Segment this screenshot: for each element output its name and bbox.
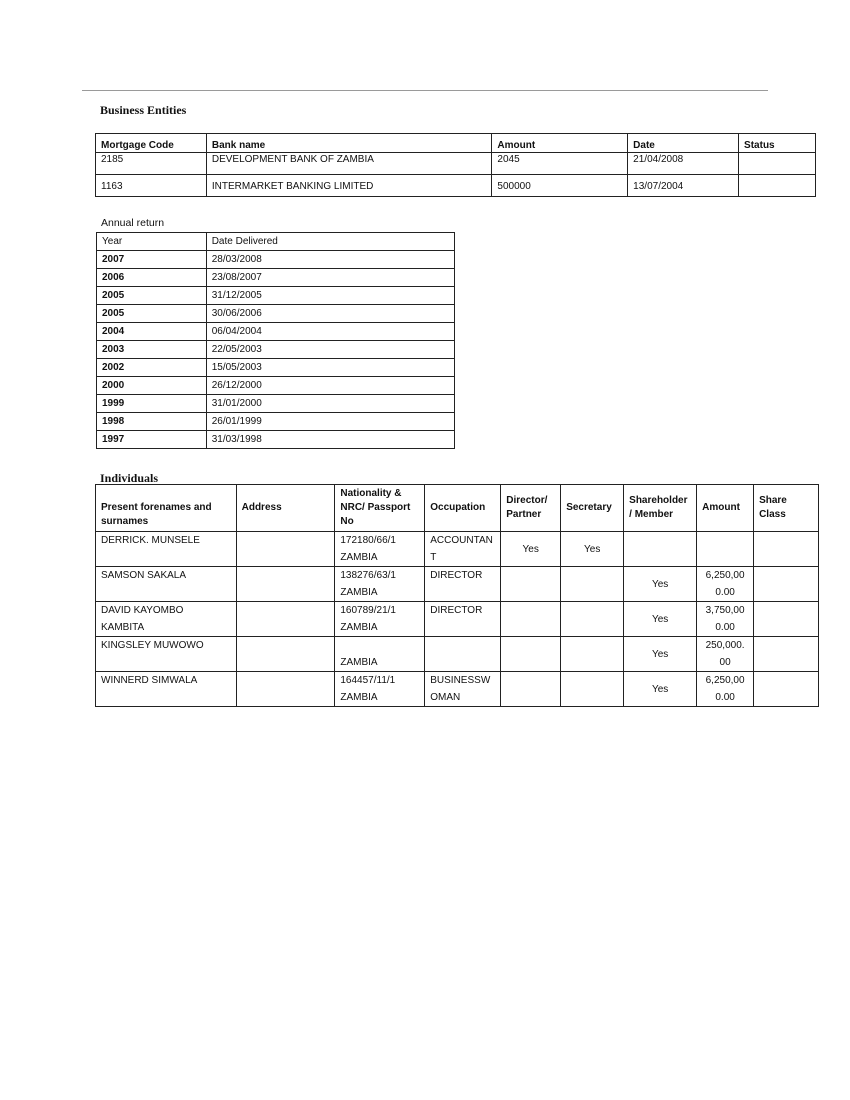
nationality: ZAMBIA — [340, 552, 378, 563]
table-row — [97, 287, 455, 305]
nrc-number: 160789/21/1 — [340, 605, 396, 616]
shareholder-flag: Yes — [624, 602, 697, 637]
col-shareholder: Shareholder / Member — [624, 485, 697, 532]
return-date: 31/01/2000 — [206, 395, 454, 413]
mortgage-header-row — [96, 134, 816, 153]
name-line: DAVID KAYOMBO — [101, 605, 184, 616]
mortgage-amount: 2045 — [492, 153, 628, 175]
return-year: 2004 — [97, 323, 207, 341]
occupation-line: ACCOUNTAN — [430, 535, 493, 546]
nationality: ZAMBIA — [340, 587, 378, 598]
table-row — [96, 532, 819, 567]
nrc-number: 164457/11/1 — [340, 675, 396, 686]
name-line: KINGSLEY MUWOWO — [101, 640, 204, 651]
person-nationality — [335, 532, 425, 567]
return-date: 26/12/2000 — [206, 377, 454, 395]
share-class — [754, 672, 819, 707]
col-occupation: Occupation — [425, 485, 501, 532]
return-year: 2005 — [97, 287, 207, 305]
share-class — [754, 637, 819, 672]
return-year: 1998 — [97, 413, 207, 431]
return-year: 2005 — [97, 305, 207, 323]
mortgage-code: 1163 — [96, 175, 207, 197]
occupation-line: OMAN — [430, 692, 461, 703]
person-nationality — [335, 637, 425, 672]
director-flag — [501, 637, 561, 672]
col-amount: Amount — [697, 485, 754, 532]
mortgage-code: 2185 — [96, 153, 207, 175]
col-amount: Amount — [492, 134, 628, 153]
annual-return-table — [96, 232, 455, 449]
person-name — [96, 567, 237, 602]
nationality: ZAMBIA — [340, 657, 378, 668]
person-occupation — [425, 602, 501, 637]
return-year: 1997 — [97, 431, 207, 449]
return-date: 15/05/2003 — [206, 359, 454, 377]
table-row — [97, 305, 455, 323]
mortgage-table — [95, 133, 816, 197]
return-date: 28/03/2008 — [206, 251, 454, 269]
table-row — [97, 377, 455, 395]
mortgage-date: 21/04/2008 — [628, 153, 739, 175]
person-occupation — [425, 567, 501, 602]
person-address — [236, 672, 335, 707]
secretary-flag — [561, 637, 624, 672]
amount-line: 3,750,00 — [705, 605, 745, 616]
annual-return-heading: Annual return — [101, 217, 165, 229]
person-occupation — [425, 637, 501, 672]
nationality: ZAMBIA — [340, 622, 378, 633]
director-flag — [501, 567, 561, 602]
bank-name: DEVELOPMENT BANK OF ZAMBIA — [206, 153, 492, 175]
return-date: 22/05/2003 — [206, 341, 454, 359]
table-row — [97, 323, 455, 341]
col-year: Year — [97, 233, 207, 251]
return-year: 2000 — [97, 377, 207, 395]
director-flag — [501, 672, 561, 707]
return-year: 2007 — [97, 251, 207, 269]
return-year: 1999 — [97, 395, 207, 413]
occupation-line: BUSINESSW — [430, 675, 491, 686]
person-nationality — [335, 602, 425, 637]
person-address — [236, 567, 335, 602]
share-amount — [697, 532, 754, 567]
secretary-flag — [561, 672, 624, 707]
table-row — [96, 153, 816, 175]
person-occupation — [425, 532, 501, 567]
person-nationality — [335, 567, 425, 602]
bank-name: INTERMARKET BANKING LIMITED — [206, 175, 492, 197]
return-year: 2002 — [97, 359, 207, 377]
share-class — [754, 567, 819, 602]
table-row — [97, 395, 455, 413]
occupation-line: DIRECTOR — [430, 570, 483, 581]
person-nationality — [335, 672, 425, 707]
nrc-number: 172180/66/1 — [340, 535, 396, 546]
col-status: Status — [739, 134, 816, 153]
amount-line: 00 — [719, 657, 731, 668]
amount-line: 0.00 — [715, 692, 735, 703]
share-class — [754, 602, 819, 637]
occupation-line: DIRECTOR — [430, 605, 483, 616]
header-rule — [82, 90, 768, 91]
table-row — [96, 602, 819, 637]
table-row — [97, 359, 455, 377]
table-row — [96, 637, 819, 672]
col-date-delivered: Date Delivered — [206, 233, 454, 251]
amount-line: 0.00 — [715, 587, 735, 598]
person-address — [236, 637, 335, 672]
share-amount — [697, 637, 754, 672]
person-address — [236, 602, 335, 637]
secretary-flag — [561, 602, 624, 637]
return-date: 31/12/2005 — [206, 287, 454, 305]
return-year: 2006 — [97, 269, 207, 287]
director-flag: Yes — [501, 532, 561, 567]
business-entities-heading: Business Entities — [100, 103, 187, 117]
individuals-table — [95, 484, 819, 707]
shareholder-flag: Yes — [624, 637, 697, 672]
col-director: Director/ Partner — [501, 485, 561, 532]
table-row — [97, 269, 455, 287]
name-line: SAMSON SAKALA — [101, 570, 187, 581]
table-row — [97, 341, 455, 359]
person-name — [96, 672, 237, 707]
mortgage-status — [739, 175, 816, 197]
individuals-heading: Individuals — [100, 471, 159, 485]
mortgage-amount: 500000 — [492, 175, 628, 197]
return-date: 06/04/2004 — [206, 323, 454, 341]
table-row — [97, 431, 455, 449]
col-mortgage-code: Mortgage Code — [96, 134, 207, 153]
return-date: 30/06/2006 — [206, 305, 454, 323]
return-date: 23/08/2007 — [206, 269, 454, 287]
table-row — [96, 175, 816, 197]
col-date: Date — [628, 134, 739, 153]
amount-line: 0.00 — [715, 622, 735, 633]
person-name — [96, 602, 237, 637]
name-line: KAMBITA — [101, 622, 145, 633]
nrc-number: 138276/63/1 — [340, 570, 396, 581]
amount-line: 250,000. — [705, 640, 745, 651]
table-row — [97, 413, 455, 431]
person-name — [96, 637, 237, 672]
mortgage-status — [739, 153, 816, 175]
secretary-flag: Yes — [561, 532, 624, 567]
col-nationality: Nationality & NRC/ Passport No — [335, 485, 425, 532]
occupation-line: T — [430, 552, 437, 563]
return-date: 31/03/1998 — [206, 431, 454, 449]
individuals-header-row — [96, 485, 819, 532]
name-line: WINNERD SIMWALA — [101, 675, 198, 686]
shareholder-flag: Yes — [624, 567, 697, 602]
return-date: 26/01/1999 — [206, 413, 454, 431]
table-row — [96, 567, 819, 602]
table-row — [96, 672, 819, 707]
return-year: 2003 — [97, 341, 207, 359]
table-row — [97, 251, 455, 269]
shareholder-flag — [624, 532, 697, 567]
col-bank-name: Bank name — [206, 134, 492, 153]
director-flag — [501, 602, 561, 637]
share-amount — [697, 602, 754, 637]
mortgage-date: 13/07/2004 — [628, 175, 739, 197]
nationality: ZAMBIA — [340, 692, 378, 703]
col-secretary: Secretary — [561, 485, 624, 532]
share-class — [754, 532, 819, 567]
amount-line: 6,250,00 — [705, 570, 745, 581]
col-address: Address — [236, 485, 335, 532]
name-line: DERRICK. MUNSELE — [101, 535, 200, 546]
col-name: Present forenames and surnames — [96, 485, 237, 532]
amount-line: 6,250,00 — [705, 675, 745, 686]
person-address — [236, 532, 335, 567]
share-amount — [697, 672, 754, 707]
person-name — [96, 532, 237, 567]
person-occupation — [425, 672, 501, 707]
annual-header-row — [97, 233, 455, 251]
col-share-class: Share Class — [754, 485, 819, 532]
share-amount — [697, 567, 754, 602]
secretary-flag — [561, 567, 624, 602]
shareholder-flag: Yes — [624, 672, 697, 707]
